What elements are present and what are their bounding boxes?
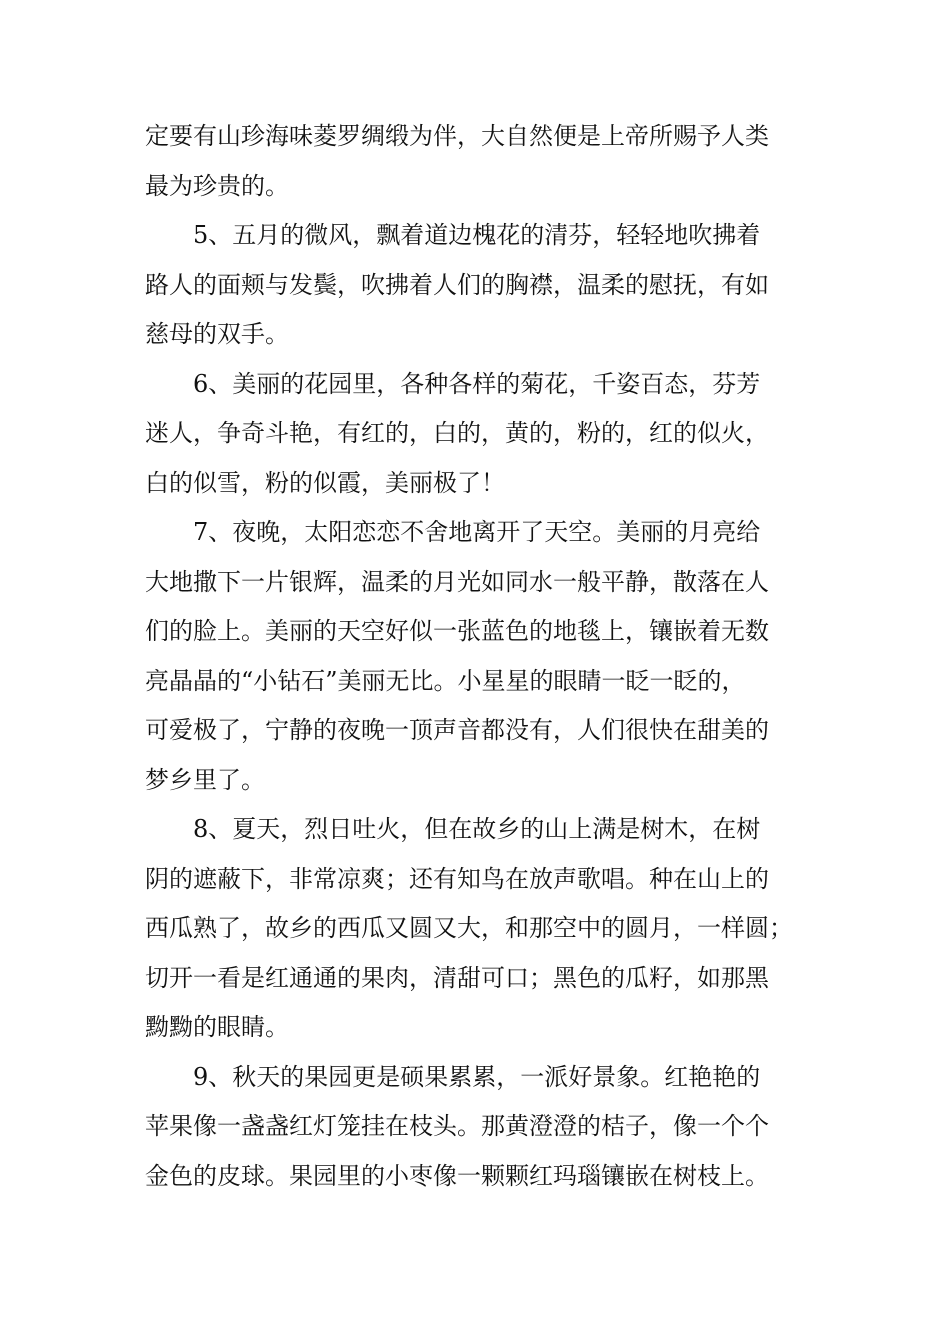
paragraph-8-start: 8、夏天，烈日吐火，但在故乡的山上满是树木，在树 xyxy=(193,815,761,843)
text-line: 切开一看是红通通的果肉，清甜可口；黑色的瓜籽，如那黑 xyxy=(145,963,769,992)
text-line: 阴的遮蔽下，非常凉爽；还有知鸟在放声歌唱。种在山上的 xyxy=(145,864,769,893)
text-line: 金色的皮球。果园里的小枣像一颗颗红玛瑙镶嵌在树枝上。 xyxy=(145,1161,769,1190)
text-line: 慈母的双手。 xyxy=(145,320,289,348)
text-line: 定要有山珍海味菱罗绸缎为伴，大自然便是上帝所赐予人类 xyxy=(145,122,769,150)
text-line: 路人的面颊与发鬓，吹拂着人们的胸襟，温柔的慰抚，有如 xyxy=(145,270,769,299)
text-line: 西瓜熟了，故乡的西瓜又圆又大，和那空中的圆月，一样圆； xyxy=(145,914,793,942)
text-line: 可爱极了，宁静的夜晚一顶声音都没有，人们很快在甜美的 xyxy=(145,716,769,744)
paragraph-6-start: 6、美丽的花园里，各种各样的菊花，千姿百态，芬芳 xyxy=(193,369,761,398)
paragraph-9-start: 9、秋天的果园更是硕果累累，一派好景象。红艳艳的 xyxy=(193,1062,761,1091)
body-text xyxy=(145,112,825,1201)
paragraph-5-start: 5、五月的微风，飘着道边槐花的清芬，轻轻地吹拂着 xyxy=(193,221,761,249)
text-line: 白的似雪，粉的似霞，美丽极了！ xyxy=(145,468,505,497)
text-line: 大地撒下一片银辉，温柔的月光如同水一般平静，散落在人 xyxy=(145,567,769,596)
text-line: 们的脸上。美丽的天空好似一张蓝色的地毯上，镶嵌着无数 xyxy=(145,617,769,645)
text-line: 苹果像一盏盏红灯笼挂在枝头。那黄澄澄的桔子，像一个个 xyxy=(145,1112,769,1140)
text-line: 最为珍贵的。 xyxy=(145,171,289,200)
text-line: 迷人，争奇斗艳，有红的，白的，黄的，粉的，红的似火， xyxy=(145,419,769,447)
text-line: 黝黝的眼睛。 xyxy=(145,1013,289,1041)
text-line: 梦乡里了。 xyxy=(145,765,265,794)
text-line: 亮晶晶的“小钻石”美丽无比。小星星的眼睛一眨一眨的， xyxy=(145,666,746,695)
paragraph-7-start: 7、夜晚，太阳恋恋不舍地离开了天空。美丽的月亮给 xyxy=(193,518,761,546)
